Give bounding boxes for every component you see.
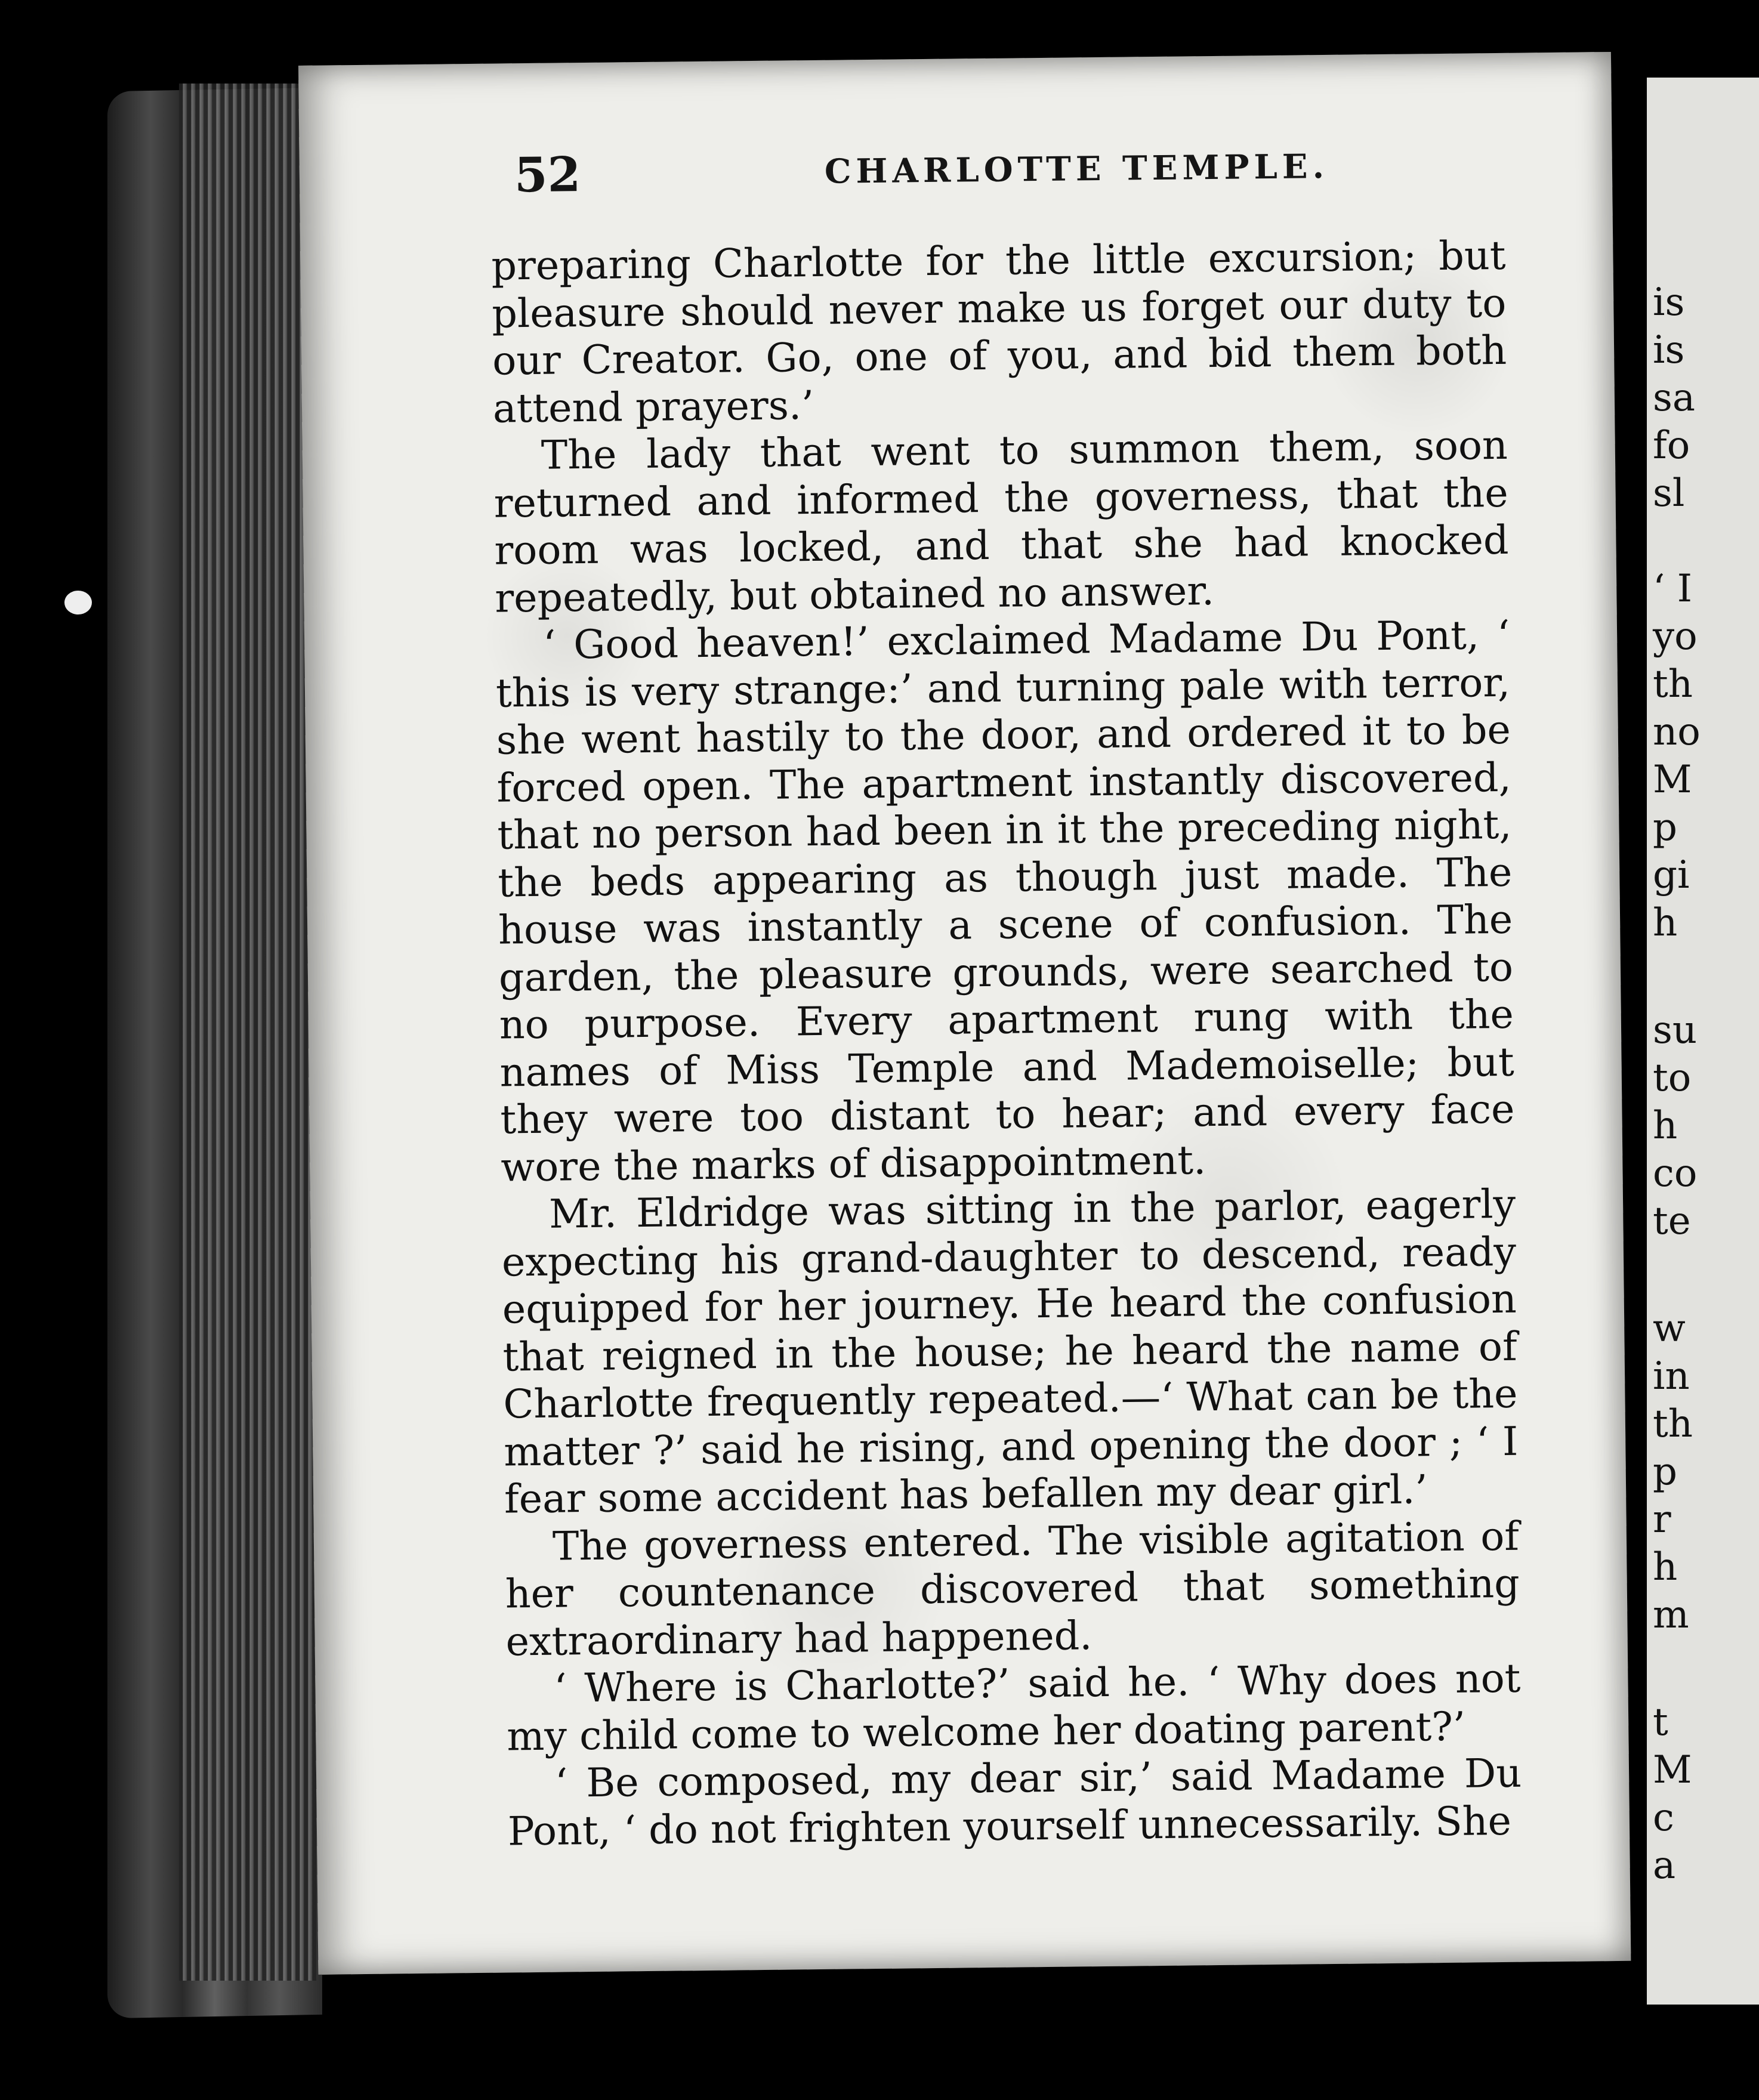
- page-header: [514, 137, 1493, 218]
- facing-page-fragment: h: [1653, 1545, 1678, 1589]
- facing-page-fragment: co: [1653, 1151, 1698, 1196]
- facing-page-edge: [1647, 78, 1759, 2005]
- facing-page-fragment: su: [1653, 1008, 1698, 1052]
- facing-page-fragment: th: [1653, 662, 1693, 706]
- facing-page-fragment: m: [1653, 1593, 1689, 1637]
- facing-page-fragment: t: [1653, 1700, 1668, 1744]
- facing-page-fragment: to: [1653, 1056, 1692, 1100]
- facing-page-fragment: h: [1653, 901, 1678, 945]
- facing-page-fragment: sl: [1653, 471, 1685, 515]
- page-edges: [179, 84, 316, 1981]
- paragraph: Mr. Eldridge was sitting in the parlor, eagerly expecting his grand-daughter to descend, ready equipped for her journey. He heard the confusion that reigned in the house; he heard the name of Charlotte frequently repeated.—‘ What can be the matter ?’ said he rising, and opening the door ; ‘ I fear some accident has befallen my dear girl.’: [501, 1180, 1519, 1522]
- facing-page-fragment: w: [1653, 1307, 1686, 1351]
- facing-page-fragment: fo: [1653, 424, 1690, 468]
- dust-speck: [64, 591, 92, 614]
- facing-page-fragment: in: [1653, 1354, 1690, 1398]
- facing-page-fragment: M: [1653, 758, 1692, 802]
- paragraph: ‘ Where is Charlotte?’ said he. ‘ Why does not my child come to welcome her doating parent?’: [506, 1654, 1521, 1759]
- facing-page-fragment: gi: [1653, 853, 1690, 897]
- facing-page-fragment: is: [1653, 280, 1685, 325]
- facing-page-fragment: no: [1653, 710, 1701, 754]
- facing-page-fragment: p: [1653, 805, 1677, 850]
- paragraph: The governess entered. The visible agitation of her countenance discovered that something extraordinary had happened.: [505, 1512, 1520, 1665]
- facing-page-fragment: p: [1653, 1450, 1677, 1494]
- paragraph: The lady that went to summon them, soon returned and informed the governess, that the room was locked, and that she had knocked repeatedly, but obtained no answer.: [493, 421, 1509, 622]
- facing-page-fragment: c: [1653, 1796, 1674, 1840]
- facing-page-fragment: sa: [1653, 376, 1695, 420]
- facing-page-fragment: a: [1653, 1843, 1676, 1888]
- facing-page-fragment: is: [1653, 328, 1685, 372]
- facing-page-fragment: r: [1653, 1497, 1671, 1542]
- page-number: 52: [514, 146, 581, 203]
- running-head: CHARLOTTE TEMPLE.: [824, 146, 1329, 192]
- facing-page-fragment: yo: [1653, 614, 1698, 659]
- facing-page-fragment: h: [1653, 1104, 1678, 1148]
- paragraph: ‘ Good heaven!’ exclaimed Madame Du Pont, ‘ this is very strange:’ and turning pale with terror, she went hastily to the door, and ordered it to be forced open. The apartment instantly discovered, that no person had been in it the preceding night, the beds appearing as though just made. The house was instantly a scene of confusion. The garden, the pleasure grounds, were searched to no purpose. Every apartment rung with the names of Miss Temple and Mademoiselle; but they were too distant to hear; and every face wore the marks of disappointment.: [495, 611, 1515, 1191]
- facing-page-fragment: ‘ I: [1653, 567, 1692, 611]
- body-text: [491, 232, 1522, 1855]
- book-page: [298, 52, 1631, 1975]
- paragraph: ‘ Be composed, my dear sir,’ said Madame Du Pont, ‘ do not frighten yourself unnecessarily. She: [507, 1749, 1522, 1854]
- paragraph: preparing Charlotte for the little excursion; but pleasure should never make us forget our duty to our Creator. Go, one of you, and bid them both attend prayers.’: [491, 231, 1507, 432]
- facing-page-fragment: te: [1653, 1199, 1691, 1243]
- facing-page-fragment: th: [1653, 1402, 1693, 1446]
- facing-page-fragment: M: [1653, 1748, 1692, 1792]
